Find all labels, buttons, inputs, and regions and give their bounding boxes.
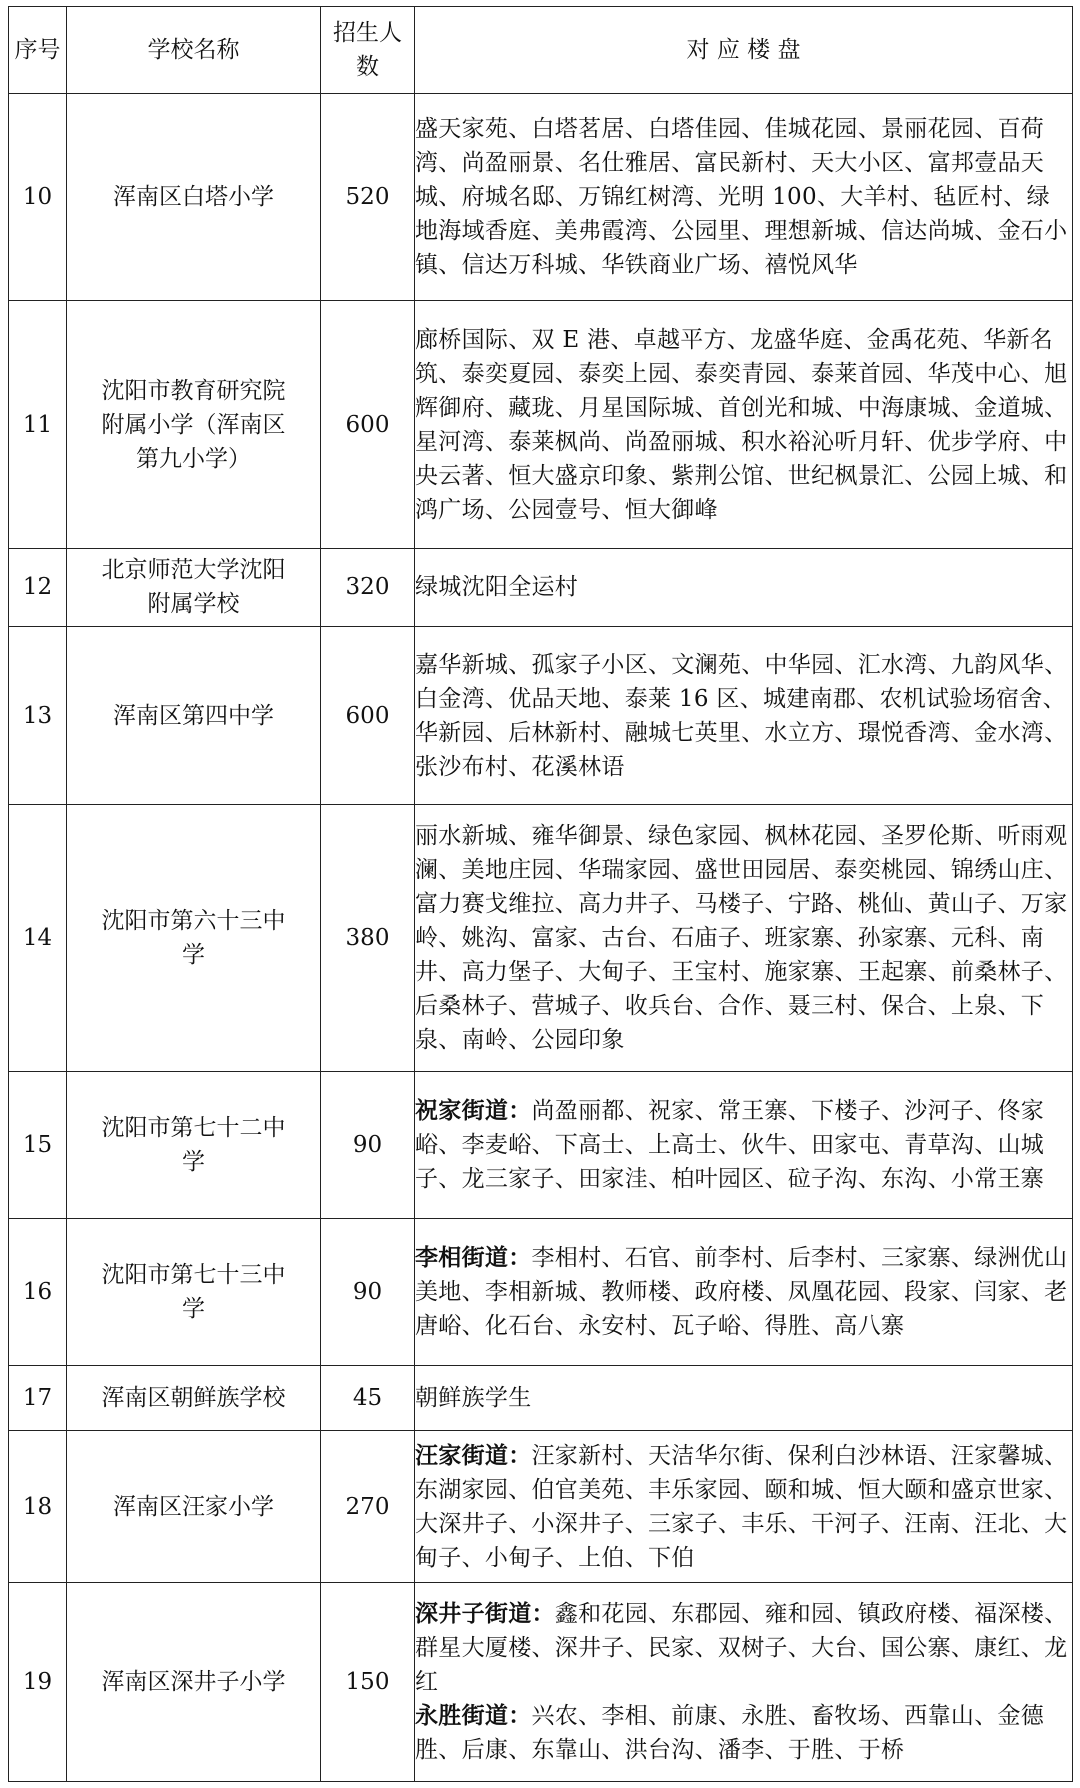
area-segment: [415, 112, 1072, 282]
residential-area-list: 尚盈丽都、祝家、常王寨、下楼子、沙河子、佟家峪、李麦峪、下高士、上高士、伙牛、田家屯、青草沟、山城子、龙三家子、田家洼、柏叶园区、砬子沟、东沟、小常王寨: [415, 1097, 1045, 1192]
header-enrollment: [321, 7, 415, 94]
school-name-cell: [67, 548, 321, 626]
table-row: [9, 1071, 1073, 1218]
subdistrict-label: 永胜街道：: [415, 1702, 532, 1730]
school-name: 浑南区第四中学: [113, 702, 274, 729]
area-segment: [415, 1094, 1072, 1196]
table-row: [9, 626, 1073, 804]
area-segment: [415, 1439, 1072, 1575]
residential-area-list: 汪家新村、天洁华尔街、保利白沙林语、汪家馨城、东湖家园、伯官美苑、丰乐家园、颐和城、恒大颐和盛京世家、大深井子、小深井子、三家子、丰乐、干河子、汪南、汪北、大甸子、小甸子、上伯、下伯: [415, 1442, 1068, 1571]
subdistrict-label: 汪家街道：: [415, 1441, 532, 1469]
enrollment-count: 270: [321, 1430, 415, 1583]
school-name: 沈阳市第七十二中学: [101, 1114, 286, 1175]
table-row: [9, 548, 1073, 626]
enrollment-count: 45: [321, 1366, 415, 1431]
school-name-cell: [67, 626, 321, 804]
area-segment: [415, 648, 1072, 784]
residential-areas-cell: [415, 1218, 1073, 1365]
row-index: 16: [9, 1218, 67, 1365]
school-name-cell: [67, 805, 321, 1071]
school-name-cell: [67, 301, 321, 549]
header-areas: 对 应 楼 盘: [415, 7, 1073, 94]
header-school-name: 学校名称: [67, 7, 321, 94]
table-row: [9, 1430, 1073, 1583]
table-row: [9, 301, 1073, 549]
school-name: 沈阳市第七十三中学: [101, 1261, 286, 1322]
row-index: 17: [9, 1366, 67, 1431]
row-index: 19: [9, 1583, 67, 1782]
school-name-cell: [67, 1430, 321, 1583]
residential-areas-cell: [415, 93, 1073, 300]
residential-areas-cell: [415, 1583, 1073, 1782]
school-name: 浑南区深井子小学: [101, 1669, 286, 1696]
residential-areas-cell: [415, 1366, 1073, 1431]
area-segment: [415, 323, 1072, 527]
enrollment-count: 90: [321, 1071, 415, 1218]
residential-areas-cell: [415, 626, 1073, 804]
table-row: [9, 1218, 1073, 1365]
header-index: 序号: [9, 7, 67, 94]
table-row: [9, 805, 1073, 1071]
row-index: 12: [9, 548, 67, 626]
residential-areas-cell: [415, 1430, 1073, 1583]
residential-area-list: 丽水新城、雍华御景、绿色家园、枫林花园、圣罗伦斯、听雨观澜、美地庄园、华瑞家园、盛世田园居、泰奕桃园、锦绣山庄、富力赛戈维拉、高力井子、马楼子、宁路、桃仙、黄山子、万家岭、姚沟、富家、古台、石庙子、班家寨、孙家寨、元科、南井、高力堡子、大甸子、王宝村、施家寨、王起寨、前桑林子、后桑林子、营城子、收兵台、合作、聂三村、保合、上泉、下泉、南岭、公园印象: [415, 823, 1068, 1053]
residential-areas-cell: [415, 805, 1073, 1071]
residential-area-list: 嘉华新城、孤家子小区、文澜苑、中华园、汇水湾、九韵风华、白金湾、优品天地、泰莱 16 区、城建南郡、农机试验场宿舍、华新园、后林新村、融城七英里、水立方、璟悦香湾、金水湾、张沙布村、花溪林语: [415, 651, 1068, 780]
header-row: [9, 7, 1073, 94]
school-name: 浑南区白塔小学: [113, 184, 274, 211]
residential-area-list: 朝鲜族学生: [415, 1384, 532, 1411]
row-index: 15: [9, 1071, 67, 1218]
enrollment-count: 150: [321, 1583, 415, 1782]
table-row: [9, 1366, 1073, 1431]
row-index: 14: [9, 805, 67, 1071]
row-index: 18: [9, 1430, 67, 1583]
residential-area-list: 廊桥国际、双 E 港、卓越平方、龙盛华庭、金禹花苑、华新名筑、泰奕夏园、泰奕上园、泰奕青园、泰莱首园、华茂中心、旭辉御府、藏珑、月星国际城、首创光和城、中海康城、金道城、星河湾、泰莱枫尚、尚盈丽城、积水裕沁听月轩、优步学府、中央云著、恒大盛京印象、紫荆公馆、世纪枫景汇、公园上城、和鸿广场、公园壹号、恒大御峰: [415, 326, 1068, 523]
residential-area-list: 兴农、李相、前康、永胜、畜牧场、西靠山、金德胜、后康、东靠山、洪台沟、潘李、于胜、于桥: [415, 1703, 1045, 1764]
school-name: 浑南区汪家小学: [113, 1493, 274, 1520]
area-segment: [415, 1699, 1072, 1767]
school-name-cell: [67, 1218, 321, 1365]
residential-areas-cell: [415, 1071, 1073, 1218]
table-row: [9, 1583, 1073, 1782]
area-segment: [415, 1241, 1072, 1343]
area-segment: [415, 1381, 1072, 1415]
subdistrict-label: 祝家街道：: [415, 1096, 532, 1124]
subdistrict-label: 深井子街道：: [415, 1600, 555, 1628]
school-name: 沈阳市第六十三中学: [101, 908, 286, 968]
school-name-cell: [67, 1583, 321, 1782]
table-body: [9, 7, 1073, 1782]
row-index: 13: [9, 626, 67, 804]
row-index: 11: [9, 301, 67, 549]
enrollment-count: 600: [321, 301, 415, 549]
school-name-cell: [67, 93, 321, 300]
school-name-cell: [67, 1366, 321, 1431]
subdistrict-label: 李相街道：: [415, 1243, 532, 1271]
school-name: 北京师范大学沈阳附属学校: [101, 557, 286, 618]
school-district-table: [8, 6, 1073, 1782]
residential-area-list: 绿城沈阳全运村: [415, 574, 579, 601]
enrollment-count: 90: [321, 1218, 415, 1365]
residential-area-list: 李相村、石官、前李村、后李村、三家寨、绿洲优山美地、李相新城、教师楼、政府楼、凤凰花园、段家、闫家、老唐峪、化石台、永安村、瓦子峪、得胜、高八寨: [415, 1244, 1068, 1339]
school-name-cell: [67, 1071, 321, 1218]
area-segment: [415, 1597, 1072, 1699]
header-enrollment-text: 招生人数: [333, 19, 402, 80]
enrollment-count: 520: [321, 93, 415, 300]
enrollment-count: 380: [321, 805, 415, 1071]
school-name: 沈阳市教育研究院附属小学（浑南区第九小学）: [101, 377, 286, 472]
school-name: 浑南区朝鲜族学校: [101, 1384, 286, 1411]
residential-areas-cell: [415, 548, 1073, 626]
table-row: [9, 93, 1073, 300]
area-segment: [415, 819, 1072, 1057]
enrollment-count: 320: [321, 548, 415, 626]
row-index: 10: [9, 93, 67, 300]
enrollment-count: 600: [321, 626, 415, 804]
residential-area-list: 鑫和花园、东郡园、雍和园、镇政府楼、福深楼、群星大厦楼、深井子、民家、双树子、大台、国公寨、康红、龙红: [415, 1601, 1068, 1696]
residential-area-list: 盛天家苑、白塔茗居、白塔佳园、佳城花园、景丽花园、百荷湾、尚盈丽景、名仕雅居、富民新村、天大小区、富邦壹品天城、府城名邸、万锦红树湾、光明 100、大羊村、毡匠村、绿地海域香庭、美弗霞湾、公园里、理想新城、信达尚城、金石小镇、信达万科城、华铁商业广场、禧悦风华: [415, 116, 1068, 279]
area-segment: [415, 570, 1072, 604]
residential-areas-cell: [415, 301, 1073, 549]
